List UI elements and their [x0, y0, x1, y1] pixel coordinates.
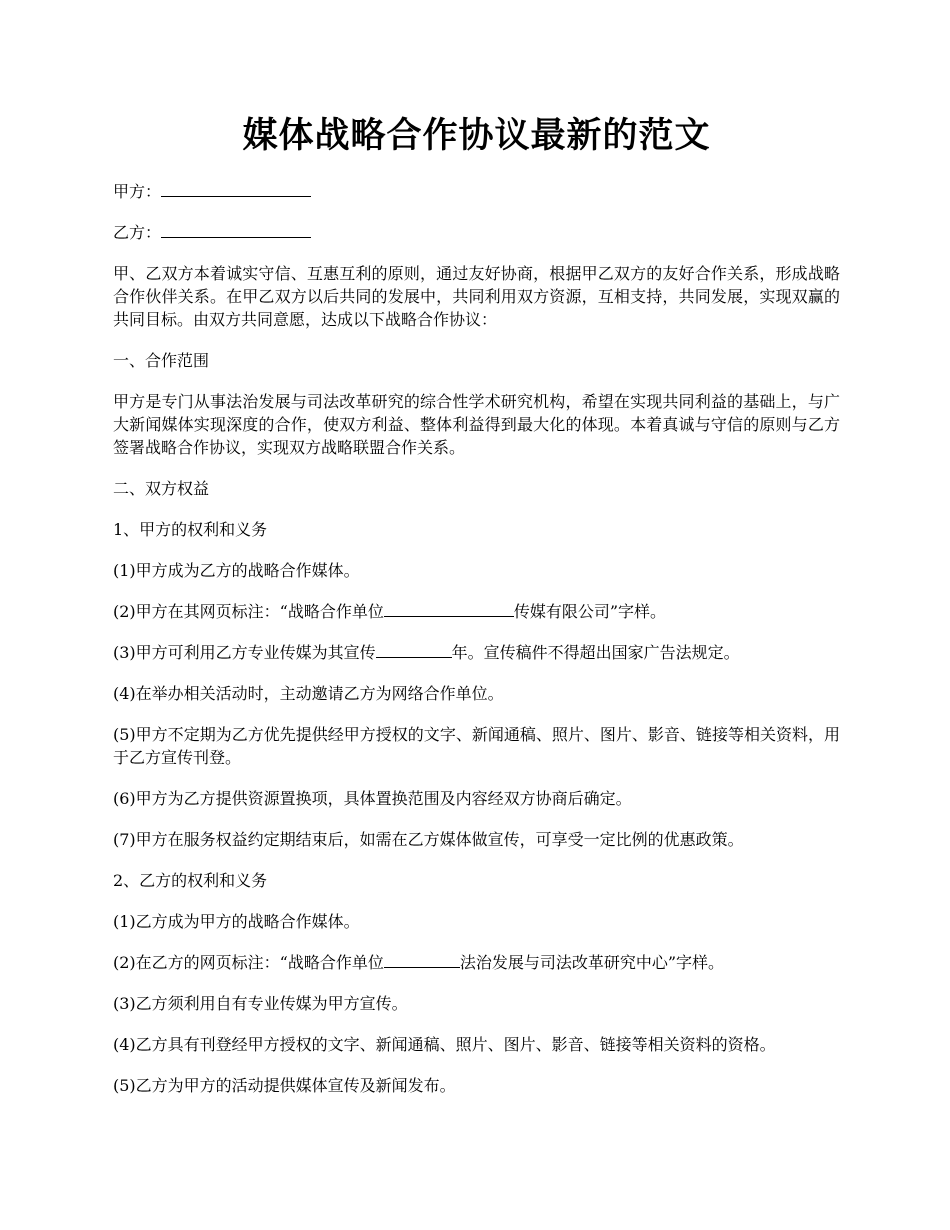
clause-b2 [113, 951, 840, 974]
clause-a7: (7)甲方在服务权益约定期结束后，如需在乙方媒体做宣传，可享受一定比例的优惠政策。 [113, 830, 744, 849]
party-a-blank [161, 181, 311, 197]
section1-body: 甲方是专门从事法治发展与司法改革研究的综合性学术研究机构，希望在实现共同利益的基础上，与广大新闻媒体实现深度的合作，使双方利益、整体利益得到最大化的体现。本着真诚与守信的原则与乙方签署战略合作协议，实现双方战略联盟合作关系。 [113, 392, 840, 457]
clause-b3: (3)乙方须利用自有专业传媒为甲方宣传。 [113, 994, 408, 1013]
clause-a1: (1)甲方成为乙方的战略合作媒体。 [113, 561, 360, 580]
clause-a4: (4)在举办相关活动时，主动邀请乙方为网络合作单位。 [113, 684, 504, 703]
clause-b5: (5)乙方为甲方的活动提供媒体宣传及新闻发布。 [113, 1076, 456, 1095]
clause-a3-post: 年。宣传稿件不得超出国家广告法规定。 [451, 643, 740, 662]
intro-paragraph: 甲、乙双方本着诚实守信、互惠互利的原则，通过友好协商，根据甲乙双方的友好合作关系，形成战略合作伙伴关系。在甲乙双方以后共同的发展中，共同利用双方资源，互相支持，共同发展，实现双赢的共同目标。由双方共同意愿，达成以下战略合作协议： [113, 264, 840, 329]
party-b-label: 乙方： [113, 223, 162, 242]
section1-heading: 一、合作范围 [113, 351, 210, 370]
party-b-line [113, 221, 840, 244]
party-a-line [113, 180, 840, 203]
clause-a3-blank [376, 642, 452, 658]
party-b-blank [161, 222, 311, 238]
document-title: 媒体战略合作协议最新的范文 [242, 115, 711, 156]
sub2-heading: 2、乙方的权利和义务 [113, 871, 268, 890]
clause-b2-blank [384, 952, 460, 968]
clause-a2 [113, 600, 840, 623]
clause-a2-post: 传媒有限公司”字样。 [513, 602, 667, 621]
clause-a3 [113, 641, 840, 664]
clause-a3-pre: (3)甲方可利用乙方专业传媒为其宣传 [113, 643, 376, 662]
clause-b2-pre: (2)在乙方的网页标注：“战略合作单位 [113, 953, 384, 972]
clause-a6: (6)甲方为乙方提供资源置换项，具体置换范围及内容经双方协商后确定。 [113, 789, 632, 808]
document-page [113, 112, 840, 1115]
clause-b2-post: 法治发展与司法改革研究中心”字样。 [459, 953, 725, 972]
section2-heading: 二、双方权益 [113, 479, 210, 498]
clause-b1: (1)乙方成为甲方的战略合作媒体。 [113, 912, 360, 931]
sub1-heading: 1、甲方的权利和义务 [113, 520, 268, 539]
clause-a2-blank [384, 601, 514, 617]
clause-a2-pre: (2)甲方在其网页标注：“战略合作单位 [113, 602, 384, 621]
clause-b4: (4)乙方具有刊登经甲方授权的文字、新闻通稿、照片、图片、影音、链接等相关资料的资格。 [113, 1035, 776, 1054]
party-a-label: 甲方： [113, 182, 162, 201]
clause-a5: (5)甲方不定期为乙方优先提供经甲方授权的文字、新闻通稿、照片、图片、影音、链接等相关资料，用于乙方宣传刊登。 [113, 725, 840, 767]
